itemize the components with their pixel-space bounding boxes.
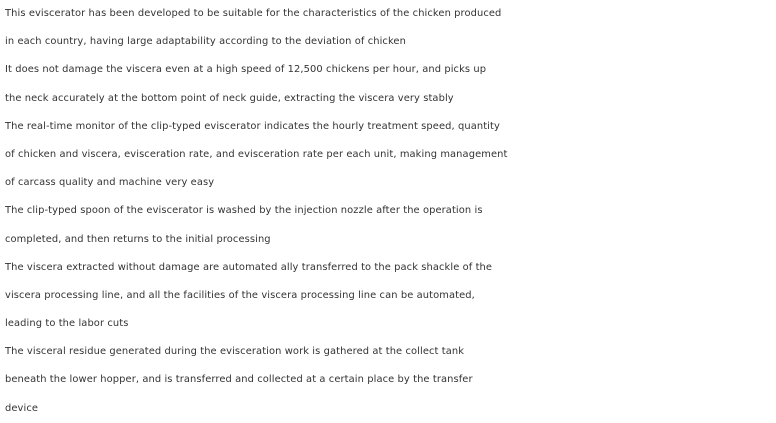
paragraph-monitor bbox=[5, 113, 776, 198]
text-line: leading to the labor cuts bbox=[5, 318, 129, 330]
text-line: The viscera extracted without damage are automated ally transferred to the pack shackle of the bbox=[5, 261, 493, 273]
paragraph-residue bbox=[5, 338, 776, 423]
text-line: completed, and then returns to the initial processing bbox=[5, 233, 271, 245]
paragraph-transfer bbox=[5, 254, 776, 339]
text-line: device bbox=[5, 402, 39, 414]
paragraph-speed bbox=[5, 56, 776, 112]
text-line: The real-time monitor of the clip-typed eviscerator indicates the hourly treatment speed, quantity bbox=[5, 120, 500, 132]
text-line: It does not damage the viscera even at a high speed of 12,500 chickens per hour, and picks up bbox=[5, 64, 487, 76]
text-line: the neck accurately at the bottom point of neck guide, extracting the viscera very stably bbox=[5, 92, 454, 104]
text-line: viscera processing line, and all the facilities of the viscera processing line can be automated, bbox=[5, 289, 475, 301]
paragraph-adaptability bbox=[5, 0, 776, 56]
text-line: of carcass quality and machine very easy bbox=[5, 177, 215, 189]
text-line: This eviscerator has been developed to be suitable for the characteristics of the chicken produced bbox=[5, 8, 502, 19]
text-line: The visceral residue generated during the evisceration work is gathered at the collect tank bbox=[5, 346, 465, 358]
text-line: of chicken and viscera, evisceration rate, and evisceration rate per each unit, making management bbox=[5, 148, 508, 160]
paragraph-washing bbox=[5, 197, 776, 253]
text-line: The clip-typed spoon of the eviscerator is washed by the injection nozzle after the operation is bbox=[5, 205, 483, 217]
text-line: in each country, having large adaptability according to the deviation of chicken bbox=[5, 36, 406, 48]
text-line: beneath the lower hopper, and is transferred and collected at a certain place by the transfer bbox=[5, 374, 473, 386]
